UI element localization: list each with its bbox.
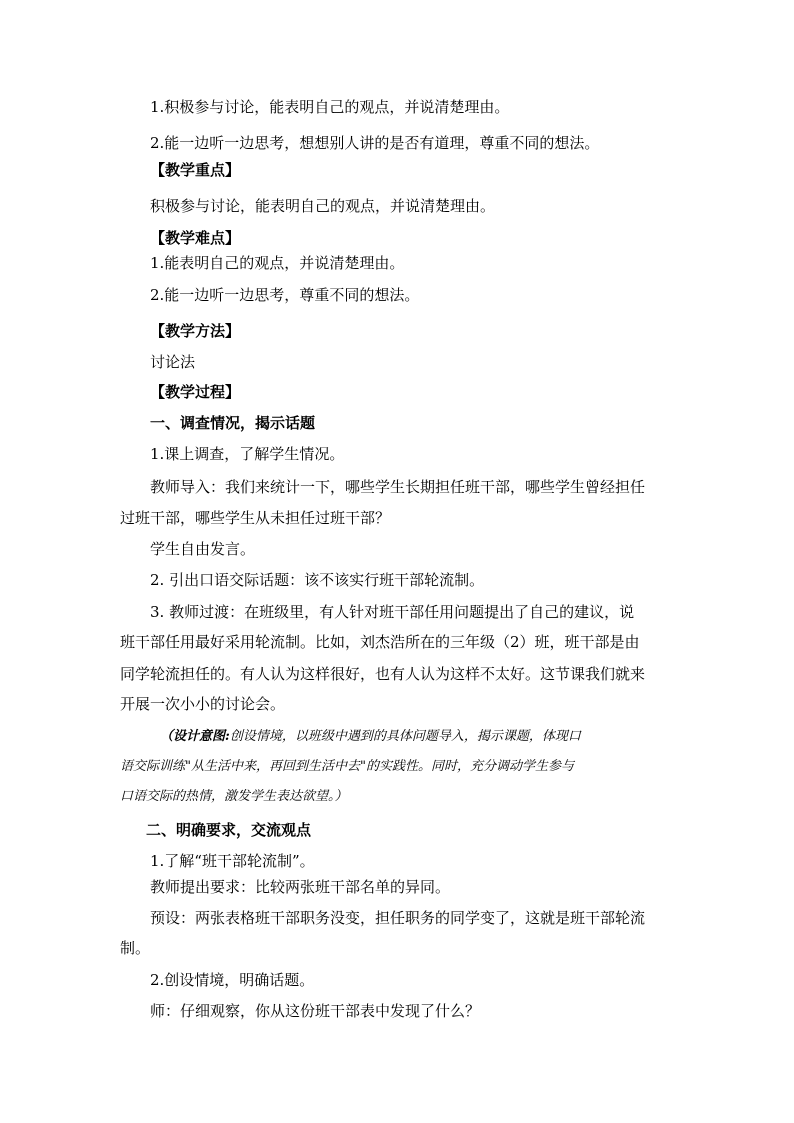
section-1-item-1: 1.课上调查，了解学生情况。: [150, 445, 345, 463]
method-text: 讨论法: [150, 353, 196, 371]
section-2-item-2: 2.创设情境，明确话题。: [150, 971, 315, 989]
section-2-requirement: 教师提出要求：比较两张班干部名单的异同。: [150, 878, 451, 896]
section-1-transition-line-3: 同学轮流担任的。有人认为这样很好，也有人认为这样不太好。这节课我们就来: [120, 665, 646, 683]
section-2-title: 二、明确要求，交流观点: [146, 821, 312, 839]
difficulty-1: 1.能表明自己的观点，并说清楚理由。: [150, 254, 405, 272]
section-2-teacher-question: 师：仔细观察，你从这份班干部表中发现了什么？: [150, 1002, 481, 1020]
heading-difficulties: 【教学难点】: [150, 229, 241, 247]
section-1-free-speech: 学生自由发言。: [150, 540, 256, 558]
difficulty-2: 2.能一边听一边思考，尊重不同的想法。: [150, 286, 420, 304]
design-intent-lead: （设计意图:: [160, 729, 230, 744]
objective-2: 2.能一边听一边思考，想想别人讲的是否有道理，尊重不同的想法。: [150, 134, 600, 152]
section-2-preset-line-1: 预设：两张表格班干部职务没变，担任职务的同学变了，这就是班干部轮流: [150, 909, 646, 927]
key-points-text: 积极参与讨论，能表明自己的观点，并说清楚理由。: [150, 197, 496, 215]
heading-process: 【教学过程】: [150, 383, 241, 401]
section-2-item-1: 1.了解“班干部轮流制”。: [150, 852, 315, 870]
design-intent-line-1: [160, 727, 581, 747]
section-2-preset-line-2: 制。: [120, 939, 151, 957]
section-1-intro-line-2: 过班干部，哪些学生从未担任过班干部？: [120, 509, 391, 527]
section-1-transition-line-1: 3. 教师过渡：在班级里，有人针对班干部任用问题提出了自己的建议，说: [150, 603, 635, 621]
design-intent-line-2: 语交际训练"从生活中来，再回到生活中去"的实践性。同时，充分调动学生参与: [120, 759, 574, 774]
design-intent-text-1: 创设情境，以班级中遇到的具体问题导入，揭示课题，体现口: [229, 729, 581, 744]
design-intent-line-3: 口语交际的热情，激发学生表达欲望。）: [120, 789, 348, 804]
heading-method: 【教学方法】: [150, 322, 241, 340]
section-1-title: 一、调查情况，揭示话题: [150, 414, 316, 432]
section-1-item-2: 2. 引出口语交际话题：该不该实行班干部轮流制。: [150, 571, 485, 589]
section-1-transition-line-2: 班干部任用最好采用轮流制。比如，刘杰浩所在的三年级（2）班，班干部是由: [120, 633, 640, 651]
section-1-transition-line-4: 开展一次小小的讨论会。: [120, 695, 286, 713]
heading-key-points: 【教学重点】: [150, 161, 241, 179]
objective-1: 1.积极参与讨论，能表明自己的观点，并说清楚理由。: [150, 98, 510, 116]
section-1-intro-line-1: 教师导入：我们来统计一下，哪些学生长期担任班干部，哪些学生曾经担任: [150, 478, 646, 496]
